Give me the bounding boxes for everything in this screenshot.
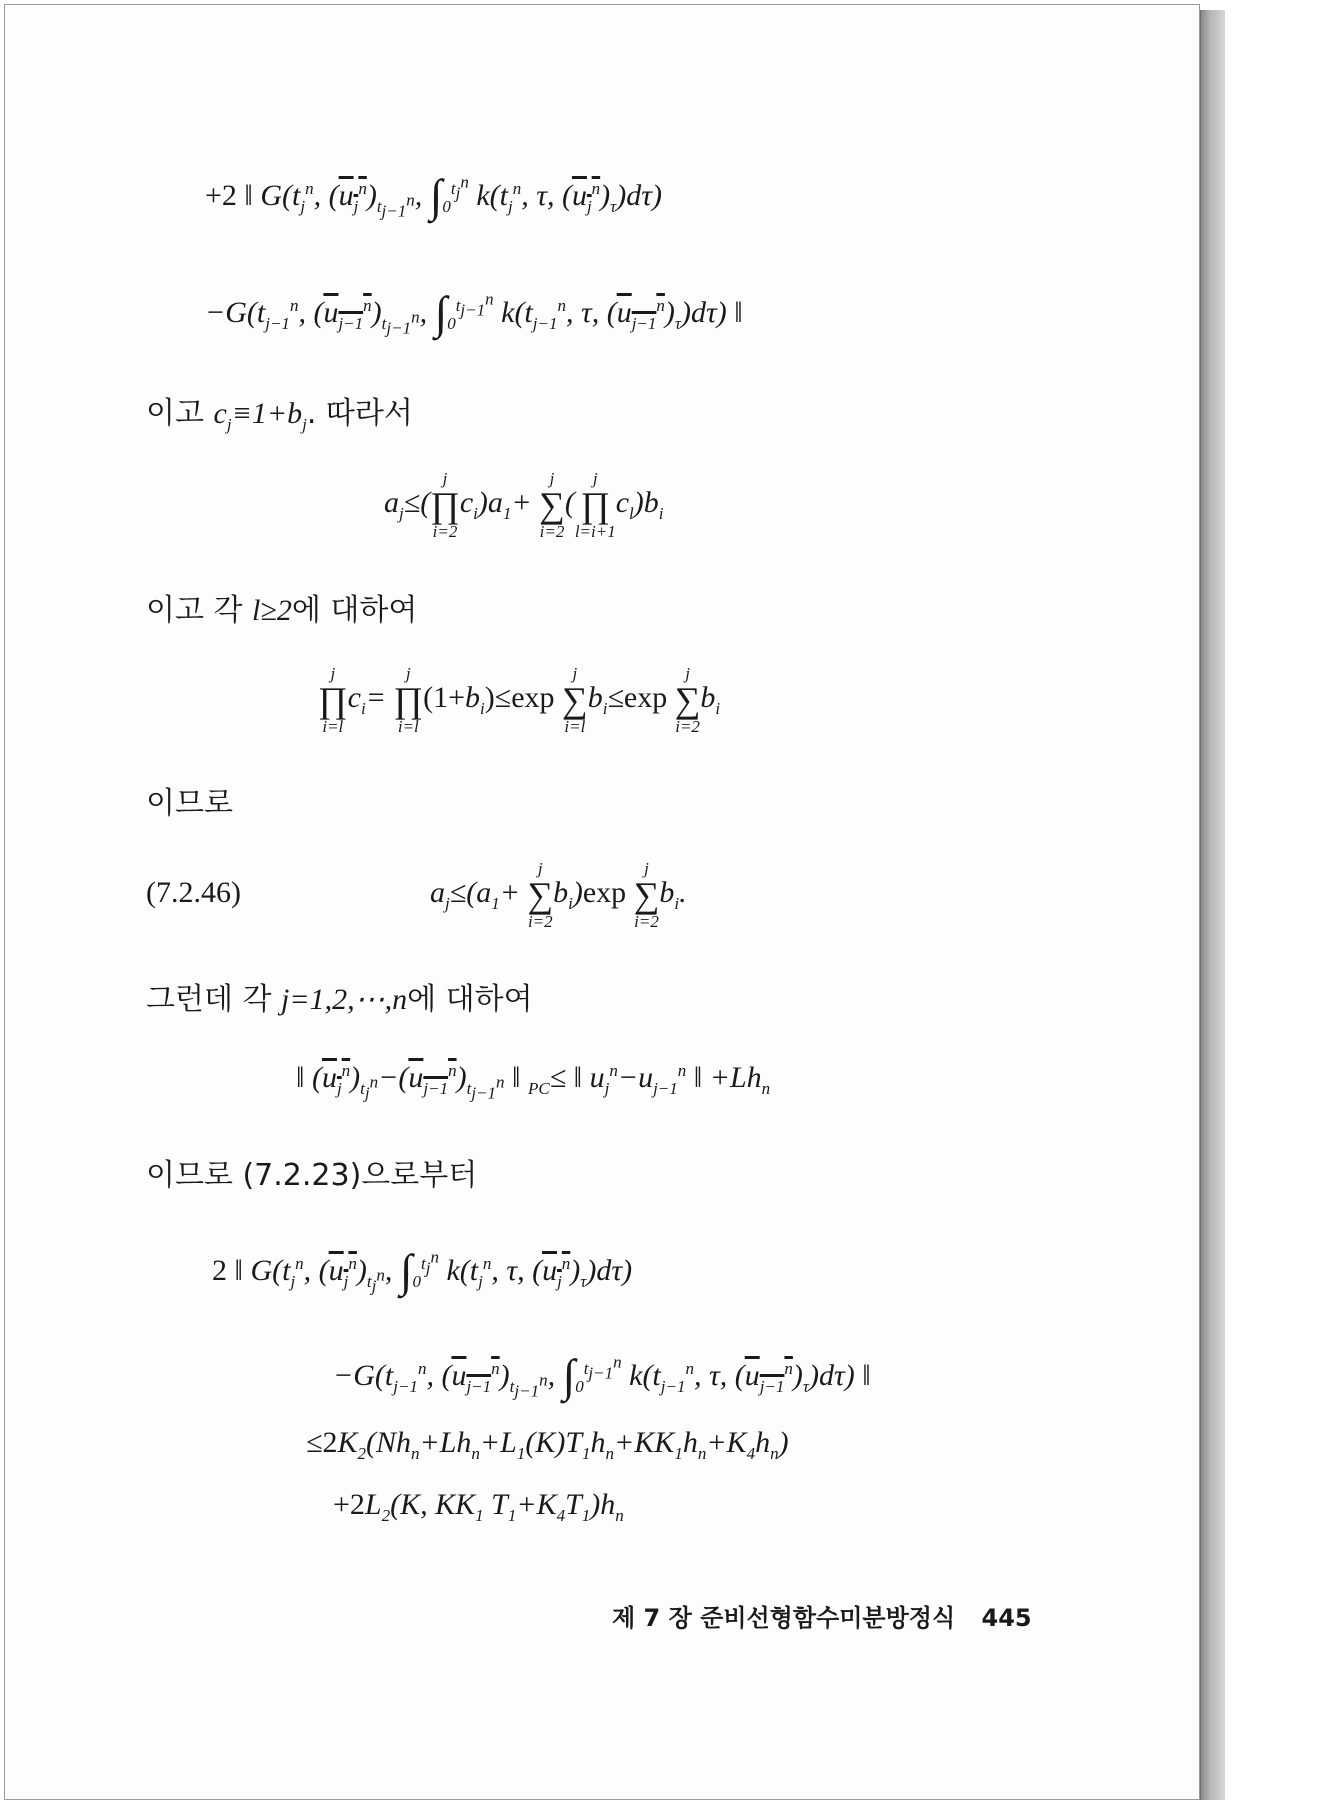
text-line-1: 이고 $c_j\equiv 1+b_j$. 따라서 [146,396,413,434]
equation-line-7: $-G(t_{j-1}^n$, $(u_{j-1}^n)_{t_{j-1}^n}$, $\int_0^{t_{j-1}^n}$ $k(t_{j-1}^n$, τ, $(u_{j-1}^n)_\tau)d\tau$) ‖ [333,1350,871,1401]
equation-line-3: $a_j\le$( j ∏ i=2 $c_i)a_1+$ j ∑ i=2 ( j ∏ l=i+1 $c_l)b_i$ [384,469,664,541]
equation-line-9: $+2L_2(K$, $KK_1$ $T_1+K_4T_1)h_n$ [333,1488,624,1525]
chapter-title: 제 7 장 준비선형함수미분방정식 [612,1604,956,1632]
equation-line-5: ‖ $(u_j^n)_{t_j^n}-(u_{j-1}^n)_{t_{j-1}^n}$ ‖ $_{PC}$≤ ‖ $u_j^n-u_{j-1}^n$ ‖ $+Lh_n$ [296,1061,771,1103]
text-line-4: 그런데 각 j=1,2,⋯,n에 대하여 [146,982,533,1017]
page-footer [612,1598,1032,1633]
equation-line-1: +2 ‖ $G(t_j^n$, $(u_j^n)_{t_{j-1}^n}$, $\int_0^{t_j^n}$ $k(t_j^n$, τ, $(u_j^n)_\tau)d\tau$) [205,170,662,221]
equation-number: (7.2.46) [146,876,241,909]
text-line-3: 이므로 [146,786,233,821]
page-number: 445 [981,1604,1032,1632]
equation-line-4: j ∏ i=l $c_i=$ j ∏ i=l $(1+b_i)\le\exp$ j ∑ i=l $b_i\le\exp$ j ∑ i=2 $b_i$ [318,664,721,736]
equation-line-8: $\le 2K_2(Nh_n+Lh_n+L_1(K)T_1h_n+KK_1h_n+K_4h_n)$ [306,1426,789,1463]
page-stack-edge [1200,10,1225,1800]
equation-7-2-46: $a_j\le(a_1+$ j ∑ i=2 $b_i)\exp$ j ∑ i=2 $b_i$. [430,859,687,931]
text-line-5: 이므로 (7.2.23)으로부터 [146,1158,478,1193]
text-line-2: 이고 각 l≥2에 대하여 [146,593,418,628]
equation-line-2: $-G(t_{j-1}^n$, $(u_{j-1}^n)_{t_{j-1}^n}$, $\int_0^{t_{j-1}^n}$ $k(t_{j-1}^n$, τ, $(u_{j-1}^n)_\tau)d\tau$) ‖ [205,287,743,338]
equation-line-6: 2 ‖ $G(t_j^n$, $(u_j^n)_{t_j^n}$, $\int_0^{t_j^n}$ $k(t_j^n$, τ, $(u_j^n)_\tau)d\tau$) [212,1245,633,1296]
